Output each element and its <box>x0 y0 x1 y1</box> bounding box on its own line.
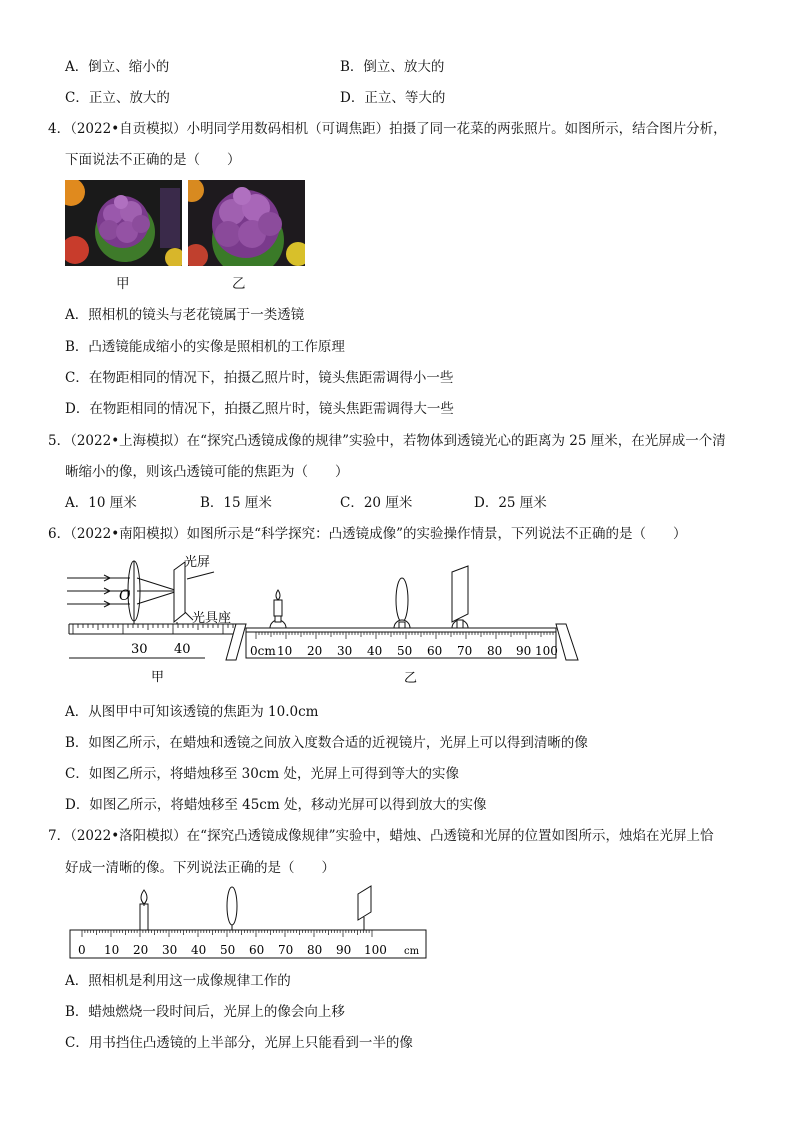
q5-option-c[interactable] <box>340 491 412 511</box>
option-letter: C． <box>65 1035 89 1051</box>
light-screen <box>174 562 185 622</box>
option-letter: B． <box>65 1004 89 1020</box>
option-text: 25 厘米 <box>498 495 547 511</box>
refracted-ray <box>137 591 178 604</box>
bench-leg-right <box>556 624 578 660</box>
tick-label: 10 <box>104 943 120 957</box>
q4-option-b[interactable] <box>65 335 345 355</box>
option-text: 凸透镜能成缩小的实像是照相机的工作原理 <box>88 339 345 355</box>
q7-option-b[interactable] <box>65 1000 345 1020</box>
candle-flame <box>141 890 147 904</box>
option-letter: C． <box>65 370 89 386</box>
question-stem: 如图所示是“科学探究：凸透镜成像”的实验操作情景，下列说法不正确的是（ ） <box>186 526 687 542</box>
question-stem: 在“探究凸透镜成像的规律”实验中，若物体到透镜光心的距离为 25 厘米，在光屏成一个清 <box>186 433 726 449</box>
option-text: 蜡烛燃烧一段时间后，光屏上的像会向上移 <box>88 1004 345 1020</box>
tick-label: 40 <box>367 644 383 658</box>
question-stem: 小明同学用数码相机（可调焦距）拍摄了同一花菜的两张照片。如图所示，结合图片分析， <box>186 121 727 137</box>
q3-option-a[interactable] <box>65 55 169 75</box>
cauliflower-photo-jia <box>65 180 182 266</box>
q6-option-a[interactable] <box>65 700 318 720</box>
question-number: 4． <box>48 121 71 137</box>
question-number: 5． <box>48 433 71 449</box>
tick-label: 0 <box>78 943 86 957</box>
option-letter: C． <box>65 90 89 106</box>
holder-post <box>275 616 281 622</box>
convex-lens <box>227 887 237 925</box>
light-screen <box>452 566 468 622</box>
q4-stem-line1 <box>48 117 727 137</box>
option-letter: C． <box>65 766 89 782</box>
option-letter: B． <box>200 495 224 511</box>
candle-flame <box>276 590 280 600</box>
option-letter: B． <box>340 59 364 75</box>
q4-stem-line2: 下面说法不正确的是（ ） <box>65 152 241 168</box>
tick-label: 30 <box>162 943 178 957</box>
candle <box>274 600 282 616</box>
question-source: （2022•洛阳模拟） <box>70 828 187 844</box>
tick-label: 100 <box>535 644 558 658</box>
question-source: （2022•上海模拟） <box>70 433 187 449</box>
leader-line <box>187 572 214 579</box>
tick-label: 60 <box>249 943 265 957</box>
option-text: 20 厘米 <box>363 495 413 511</box>
q6-option-c[interactable] <box>65 762 459 782</box>
screen-label: 光屏 <box>184 555 211 570</box>
tick-label: 90 <box>516 644 532 658</box>
option-letter: D． <box>65 401 90 417</box>
option-text: 在物距相同的情况下，拍摄乙照片时，镜头焦距需调得小一些 <box>88 370 454 386</box>
option-letter: D． <box>340 90 365 106</box>
question-stem: 在“探究凸透镜成像规律”实验中，蜡烛、凸透镜和光屏的位置如图所示，烛焰在光屏上恰 <box>186 828 714 844</box>
option-letter: A． <box>65 495 89 511</box>
option-letter: A． <box>65 973 89 989</box>
q5-option-a[interactable] <box>65 491 137 511</box>
option-letter: D． <box>65 797 90 813</box>
q5-option-b[interactable] <box>200 491 272 511</box>
option-text: 15 厘米 <box>223 495 272 511</box>
tick-label: 30 <box>131 642 148 657</box>
tick-label: 80 <box>307 943 323 957</box>
option-text: 用书挡住凸透镜的上半部分，光屏上只能看到一半的像 <box>88 1035 413 1051</box>
tick-label: 50 <box>220 943 236 957</box>
q5-stem-line2: 晰缩小的像，则该凸透镜可能的焦距为（ ） <box>65 464 349 480</box>
tick-label: 70 <box>278 943 294 957</box>
candle <box>140 904 148 930</box>
option-letter: A． <box>65 704 89 720</box>
tick-label: 20 <box>307 644 323 658</box>
refracted-ray <box>137 578 178 591</box>
option-letter: B． <box>65 735 89 751</box>
tick-label: 100 <box>364 943 387 957</box>
ruler-unit: cm <box>404 946 420 957</box>
q3-option-c[interactable] <box>65 86 170 106</box>
option-text: 倒立、放大的 <box>363 59 445 75</box>
q3-option-b[interactable] <box>340 55 444 75</box>
q7-option-c[interactable] <box>65 1031 413 1051</box>
q6-stem-line1 <box>48 522 686 542</box>
optical-center-label: O <box>119 588 131 604</box>
figure-caption-jia: 甲 <box>151 670 165 685</box>
tick-label: 60 <box>427 644 443 658</box>
question-source: （2022•自贡模拟） <box>70 121 187 137</box>
option-letter: B． <box>65 339 89 355</box>
figure-jia-focal-length <box>65 550 245 690</box>
figure-yi-optical-bench <box>222 560 582 688</box>
q6-option-d[interactable] <box>65 793 486 813</box>
tick-label: 80 <box>487 644 503 658</box>
q4-option-a[interactable] <box>65 303 304 323</box>
option-text: 如图乙所示，将蜡烛移至 30cm 处，光屏上可得到等大的实像 <box>88 766 459 782</box>
tick-label: 40 <box>191 943 207 957</box>
option-text: 正立、等大的 <box>364 90 446 106</box>
option-text: 在物距相同的情况下，拍摄乙照片时，镜头焦距需调得大一些 <box>89 401 454 417</box>
q5-stem-line1 <box>48 429 726 449</box>
holder-post <box>457 620 463 628</box>
tick-label: 10 <box>277 644 293 658</box>
tick-label: 20 <box>133 943 149 957</box>
tick-label: 90 <box>336 943 352 957</box>
option-letter: A． <box>65 307 89 323</box>
light-screen <box>358 886 371 920</box>
tick-label: 40 <box>174 642 191 657</box>
option-letter: C． <box>340 495 364 511</box>
option-text: 如图乙所示，将蜡烛移至 45cm 处，移动光屏可以得到放大的实像 <box>89 797 487 813</box>
option-text: 正立、放大的 <box>88 90 170 106</box>
figure-caption-yi: 乙 <box>404 671 418 686</box>
q7-stem-line1 <box>48 824 713 844</box>
q5-option-d[interactable] <box>474 491 547 511</box>
q3-option-d[interactable] <box>340 86 445 106</box>
question-number: 7． <box>48 828 71 844</box>
option-text: 照相机是利用这一成像规律工作的 <box>88 973 291 989</box>
q7-option-a[interactable] <box>65 969 291 989</box>
option-letter: D． <box>474 495 499 511</box>
tick-label: 30 <box>337 644 353 658</box>
option-text: 从图甲中可知该透镜的焦距为 10.0cm <box>88 704 319 720</box>
cauliflower-photo-yi <box>188 180 305 266</box>
question-number: 6． <box>48 526 71 542</box>
option-text: 倒立、缩小的 <box>88 59 170 75</box>
tick-label: 0cm <box>250 644 276 658</box>
question-source: （2022•南阳模拟） <box>70 526 187 542</box>
bench-leg-left <box>226 624 246 660</box>
q7-stem-line2: 好成一清晰的像。下列说法正确的是（ ） <box>65 860 335 876</box>
tick-label: 50 <box>397 644 413 658</box>
option-text: 照相机的镜头与老花镜属于一类透镜 <box>88 307 305 323</box>
q4-option-d[interactable] <box>65 397 454 417</box>
figure-q7-optical-bench <box>68 884 430 964</box>
convex-lens <box>396 578 408 622</box>
photo-caption-yi: 乙 <box>232 276 246 292</box>
option-text: 10 厘米 <box>88 495 137 511</box>
tick-label: 70 <box>457 644 473 658</box>
q4-option-c[interactable] <box>65 366 453 386</box>
q6-option-b[interactable] <box>65 731 588 751</box>
option-text: 如图乙所示，在蜡烛和透镜之间放入度数合适的近视镜片，光屏上可以得到清晰的像 <box>88 735 588 751</box>
option-letter: A． <box>65 59 89 75</box>
bench-label: 光具座 <box>192 611 232 626</box>
holder-post <box>399 622 405 628</box>
photo-caption-jia: 甲 <box>116 276 130 292</box>
